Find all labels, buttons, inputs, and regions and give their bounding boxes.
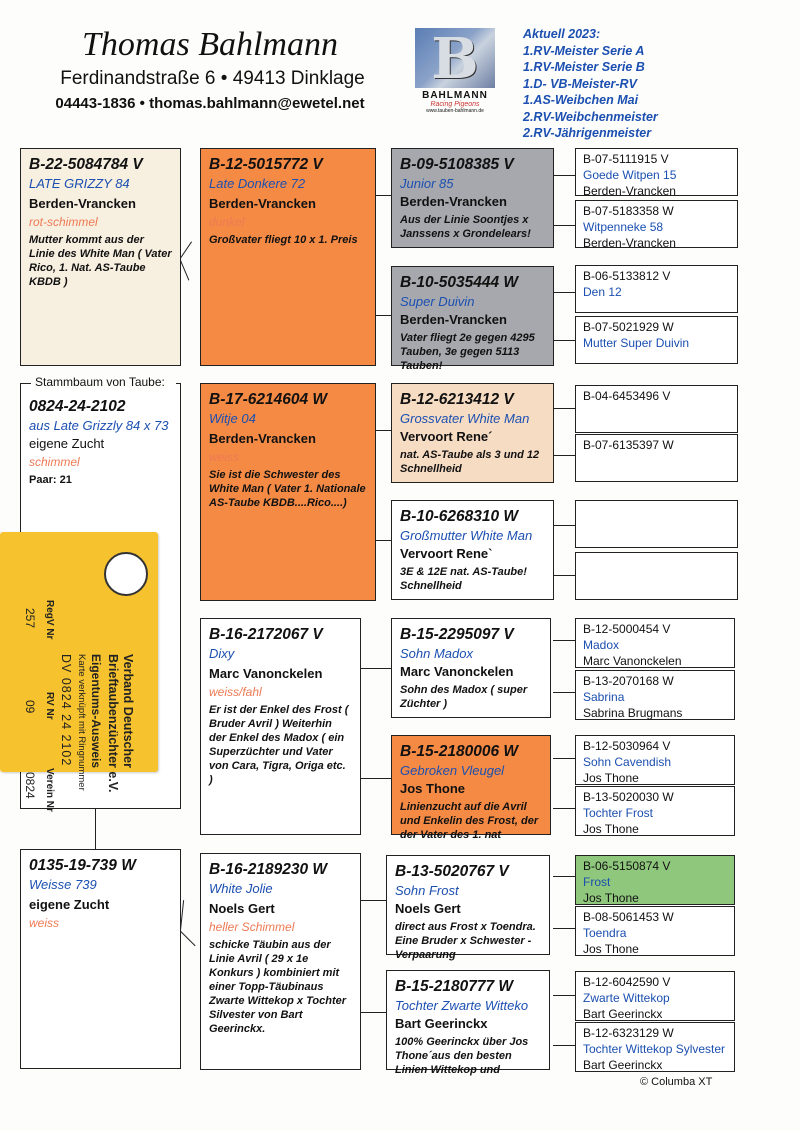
footer-credit: © Columba XT xyxy=(640,1076,713,1088)
pigeon-name: Den 12 xyxy=(583,285,622,299)
achievement-item: 2.RV-Weibchenmeister xyxy=(523,109,658,124)
connector-line xyxy=(180,241,192,258)
connector-line xyxy=(553,640,575,641)
pedigree-note: nat. AS-Taube als 3 und 12 Schnellheid xyxy=(400,449,540,475)
connector-line xyxy=(553,575,575,576)
breeder: eigene Zucht xyxy=(29,897,110,912)
ancestor-card xyxy=(575,971,735,1021)
pigeon-name: Tochter Zwarte Witteko xyxy=(395,998,529,1013)
ring-number: B-12-6213412 V xyxy=(400,391,514,408)
breeder: Berden-Vrancken xyxy=(209,196,316,211)
great-grandparent-card xyxy=(391,383,554,483)
ring-number: 0135-19-739 W xyxy=(29,857,136,874)
pigeon-name: Großmutter White Man xyxy=(400,528,533,543)
pair-number: Paar: 21 xyxy=(29,474,72,486)
breeder: eigene Zucht xyxy=(29,436,105,451)
ring-number: B-06-5150874 V xyxy=(583,859,671,873)
ancestor-card xyxy=(575,670,735,720)
breeder: Berden-Vrancken xyxy=(583,184,676,198)
breeder: Bart Geerinckx xyxy=(583,1007,663,1021)
card-number: DV 0824 24 2102 xyxy=(59,654,73,767)
logo-sub: Racing Pigeons xyxy=(430,101,480,108)
pigeon-name: Witpenneke 58 xyxy=(583,220,664,234)
ring-number: B-22-5084784 V xyxy=(29,156,143,173)
breeder: Vervoort Rene´ xyxy=(400,429,493,444)
connector-line xyxy=(375,195,391,196)
ancestor-card xyxy=(575,500,738,548)
connector-line xyxy=(360,778,391,779)
feather-color: weiss/fahl xyxy=(209,685,262,699)
pedigree-note: Vater fliegt 2e gegen 4295 Tauben, 3e gegen 5113 Tauben! xyxy=(400,332,535,372)
ring-number: B-10-5035444 W xyxy=(400,274,519,291)
ancestor-card xyxy=(575,316,738,364)
top-border-left xyxy=(21,383,31,384)
feather-color: heller Schimmel xyxy=(209,920,295,934)
pigeon-name: Late Donkere 72 xyxy=(209,176,306,191)
grandparent-card xyxy=(200,383,376,601)
breeder: Marc Vanonckelen xyxy=(209,666,323,681)
great-grandparent-card xyxy=(386,855,550,961)
pigeon-name: Mutter Super Duivin xyxy=(583,336,690,350)
feather-color: rot-schimmel xyxy=(29,215,98,229)
connector-line xyxy=(553,995,575,996)
subject-legend: Stammbaum von Taube: xyxy=(31,375,169,389)
ring-number: B-13-2070168 W xyxy=(583,674,674,688)
connector-line xyxy=(553,175,575,176)
grandparent-card xyxy=(200,853,361,1070)
ancestor-card xyxy=(575,265,738,313)
card-subtitle: Karte verknüpft mit Ringnummer xyxy=(76,654,87,791)
ownership-card xyxy=(0,532,158,812)
pigeon-name: Grossvater White Man xyxy=(400,411,530,426)
pigeon-name: Zwarte Wittekop xyxy=(583,991,670,1005)
breeder: Jos Thone xyxy=(400,781,466,796)
pigeon-name: Super Duivin xyxy=(400,294,475,309)
ring-number: B-15-2295097 V xyxy=(400,626,514,643)
sire-card xyxy=(20,148,181,366)
pigeon-name: Madox xyxy=(583,638,620,652)
breeder: Berden-Vrancken xyxy=(583,236,676,250)
connector-line xyxy=(553,692,575,693)
pigeon-name: White Jolie xyxy=(209,881,273,896)
great-grandparent-card xyxy=(391,618,551,718)
ring-number: B-13-5020767 V xyxy=(395,863,509,880)
feather-color: weiss xyxy=(29,916,60,930)
card-value-verein: 0824 xyxy=(23,772,37,799)
connector-line xyxy=(375,540,391,541)
pedigree-note: Sie ist die Schwester des White Man ( Vater 1. Nationale AS-Taube KBDB....Rico....) xyxy=(209,469,366,509)
great-grandparent-card xyxy=(391,266,554,372)
ring-number: B-07-5183358 W xyxy=(583,204,674,218)
pedigree-note: 100% Geerinckx über Jos Thone´aus den besten Linien Wittekop und xyxy=(395,1036,529,1076)
connector-line xyxy=(553,225,575,226)
logo xyxy=(412,28,498,120)
connector-line xyxy=(179,930,195,946)
breeder: Sabrina Brugmans xyxy=(583,706,683,720)
pedigree-note: direct aus Frost x Toendra. Eine Bruder x Schwester - Verpaarung xyxy=(395,921,536,961)
pigeon-name: Toendra xyxy=(583,926,627,940)
ancestor-card xyxy=(575,618,735,668)
breeder: Berden-Vrancken xyxy=(29,196,136,211)
pedigree-note: Mutter kommt aus der Linie des White Man ( Vater Rico, 1. Nat. AS-Taube KBDB ) xyxy=(29,234,172,288)
pigeon-name: Frost xyxy=(583,875,611,889)
great-grandparent-card xyxy=(391,148,554,248)
pedigree-note: Sohn des Madox ( super Züchter ) xyxy=(400,684,528,710)
breeder-contact: 04443-1836 • thomas.bahlmann@ewetel.net xyxy=(55,95,365,112)
top-border-right xyxy=(176,383,180,384)
pedigree-note: Linienzucht auf die Avril und Enkelin des Frost, der der Vater des 1. nat xyxy=(400,801,539,841)
pigeon-name: Goede Witpen 15 xyxy=(583,168,677,182)
ancestor-card xyxy=(575,148,738,196)
connector-line xyxy=(553,292,575,293)
connector-line xyxy=(553,876,575,877)
pigeon-name: Junior 85 xyxy=(400,176,454,191)
ring-number: B-09-5108385 V xyxy=(400,156,514,173)
card-text-rotated xyxy=(3,582,153,822)
breeder: Jos Thone xyxy=(583,891,639,905)
achievement-item: 2.RV-Jährigenmeister xyxy=(523,126,652,140)
breeder: Vervoort Rene` xyxy=(400,546,493,561)
achievements-title: Aktuell 2023: xyxy=(523,27,601,41)
achievement-item: 1.RV-Meister Serie B xyxy=(523,60,645,74)
ring-number: B-10-6268310 W xyxy=(400,508,519,525)
ring-number: B-13-5020030 W xyxy=(583,790,674,804)
pigeon-name: Sohn Frost xyxy=(395,883,459,898)
ring-number: B-16-2189230 W xyxy=(209,861,328,878)
breeder: Noels Gert xyxy=(395,901,461,916)
breeder: Bart Geerinckx xyxy=(395,1016,488,1031)
grandparent-card xyxy=(200,618,361,835)
ring-number: B-15-2180777 W xyxy=(395,978,514,995)
breeder: Berden-Vrancken xyxy=(209,431,316,446)
breeder: Berden-Vrancken xyxy=(400,194,507,209)
pigeon-name: aus Late Grizzly 84 x 73 xyxy=(29,418,169,433)
pigeon-name: Sohn Cavendish xyxy=(583,755,672,769)
ancestor-card xyxy=(575,855,735,905)
connector-line xyxy=(360,668,391,669)
ring-number: B-07-5111915 V xyxy=(583,152,669,166)
breeder: Noels Gert xyxy=(209,901,275,916)
pigeon-name: Dixy xyxy=(209,646,235,661)
pigeon-name: LATE GRIZZY 84 xyxy=(29,176,130,191)
breeder: Marc Vanonckelen xyxy=(400,664,514,679)
ring-number: B-12-5000454 V xyxy=(583,622,671,636)
ring-number: B-08-5061453 W xyxy=(583,910,674,924)
pedigree-note: Großvater fliegt 10 x 1. Preis xyxy=(209,234,358,246)
pedigree-note: Aus der Linie Soontjes x Janssens x Grondelears! xyxy=(400,214,531,240)
connector-line xyxy=(375,315,391,316)
card-label-rv: RV Nr xyxy=(44,692,55,720)
breeder: Bart Geerinckx xyxy=(583,1058,663,1072)
ring-number: B-04-6453496 V xyxy=(583,389,671,403)
logo-letter: B xyxy=(431,26,479,92)
ancestor-card xyxy=(575,552,738,600)
ring-number: B-12-6042590 V xyxy=(583,975,671,989)
pigeon-name: Tochter Frost xyxy=(583,806,654,820)
ancestor-card xyxy=(575,735,735,785)
pedigree-note: 3E & 12E nat. AS-Taube! Schnellheid xyxy=(400,566,527,592)
ancestor-card xyxy=(575,200,738,248)
feather-color: weiss xyxy=(209,450,240,464)
ring-number: B-06-5133812 V xyxy=(583,269,671,283)
breeder: Jos Thone xyxy=(583,942,639,956)
connector-line xyxy=(553,928,575,929)
pigeon-name: Sabrina xyxy=(583,690,625,704)
pigeon-name: Sohn Madox xyxy=(400,646,473,661)
ring-number: B-16-2172067 V xyxy=(209,626,323,643)
great-grandparent-card xyxy=(391,735,551,841)
card-label-regv: RegV Nr xyxy=(44,600,55,640)
pigeon-name: Gebroken Vleugel xyxy=(400,763,505,778)
breeder: Jos Thone xyxy=(583,822,639,836)
great-grandparent-card xyxy=(386,970,550,1076)
feather-color: schimmel xyxy=(29,455,80,469)
dam-card xyxy=(20,849,181,1069)
logo-brand: BAHLMANN xyxy=(422,90,488,101)
card-value-regv: 257 xyxy=(23,608,37,629)
feather-color: dunkel xyxy=(209,215,245,229)
pigeon-name: Tochter Wittekop Sylvester xyxy=(583,1042,726,1056)
great-grandparent-card xyxy=(391,500,554,600)
breeder: Berden-Vrancken xyxy=(400,312,507,327)
card-value-rv: 09 xyxy=(23,700,37,714)
pigeon-name: Witje 04 xyxy=(209,411,256,426)
logo-url: www.tauben-bahlmann.de xyxy=(426,108,484,114)
ring-number: B-12-5015772 V xyxy=(209,156,323,173)
connector-line xyxy=(553,1045,575,1046)
ancestor-card xyxy=(575,1022,735,1072)
connector-line xyxy=(553,408,575,409)
connector-line xyxy=(553,758,575,759)
card-title: Eigentums-Ausweis xyxy=(89,654,103,769)
ring-number: B-17-6214604 W xyxy=(209,391,328,408)
ring-number: B-12-6323129 W xyxy=(583,1026,674,1040)
pigeon-name: Weisse 739 xyxy=(29,877,97,892)
ancestor-card xyxy=(575,906,735,956)
breeder-address: Ferdinandstraße 6 • 49413 Dinklage xyxy=(60,68,365,89)
ring-number: B-07-5021929 W xyxy=(583,320,674,334)
breeder-name: Thomas Bahlmann xyxy=(82,26,338,63)
connector-line xyxy=(360,900,386,901)
ring-number: B-12-5030964 V xyxy=(583,739,671,753)
grandparent-card xyxy=(200,148,376,366)
logo-image xyxy=(415,26,495,92)
card-org-2: Brieftaubenzüchter e.V. xyxy=(106,654,120,793)
connector-line xyxy=(375,430,391,431)
connector-line xyxy=(553,808,575,809)
ancestor-card xyxy=(575,434,738,482)
achievement-item: 1.RV-Meister Serie A xyxy=(523,43,645,58)
card-label-verein: Verein Nr xyxy=(44,768,55,812)
breeder: Jos Thone xyxy=(583,771,639,785)
ancestor-card xyxy=(575,786,735,836)
ring-number: 0824-24-2102 xyxy=(29,398,126,415)
breeder: Marc Vanonckelen xyxy=(583,654,682,668)
ring-number: B-07-6135397 W xyxy=(583,438,674,452)
connector-line xyxy=(553,340,575,341)
connector-line xyxy=(553,455,575,456)
pedigree-note: schicke Täubin aus der Linie Avril ( 29 x 1e Konkurs ) kombiniert mit einer Topp-Täubinaus Zwarte Wittekop x Tochter Silvester von Bart Geerinckx. xyxy=(209,939,347,1035)
achievement-item: 1.D- VB-Meister-RV xyxy=(523,76,637,91)
ring-number: B-15-2180006 W xyxy=(400,743,519,760)
connector-line xyxy=(553,525,575,526)
achievements xyxy=(523,26,783,142)
card-org-1: Verband Deutscher xyxy=(121,654,135,768)
achievement-item: 1.AS-Weibchen Mai xyxy=(523,93,639,107)
ancestor-card xyxy=(575,385,738,433)
pedigree-note: Er ist der Enkel des Frost ( Bruder Avril ) Weiterhin der Enkel des Madox ( ein Superzüchter und Vater von Cara, Tigra, Origa etc. ) xyxy=(209,704,349,786)
connector-line xyxy=(360,1012,386,1013)
